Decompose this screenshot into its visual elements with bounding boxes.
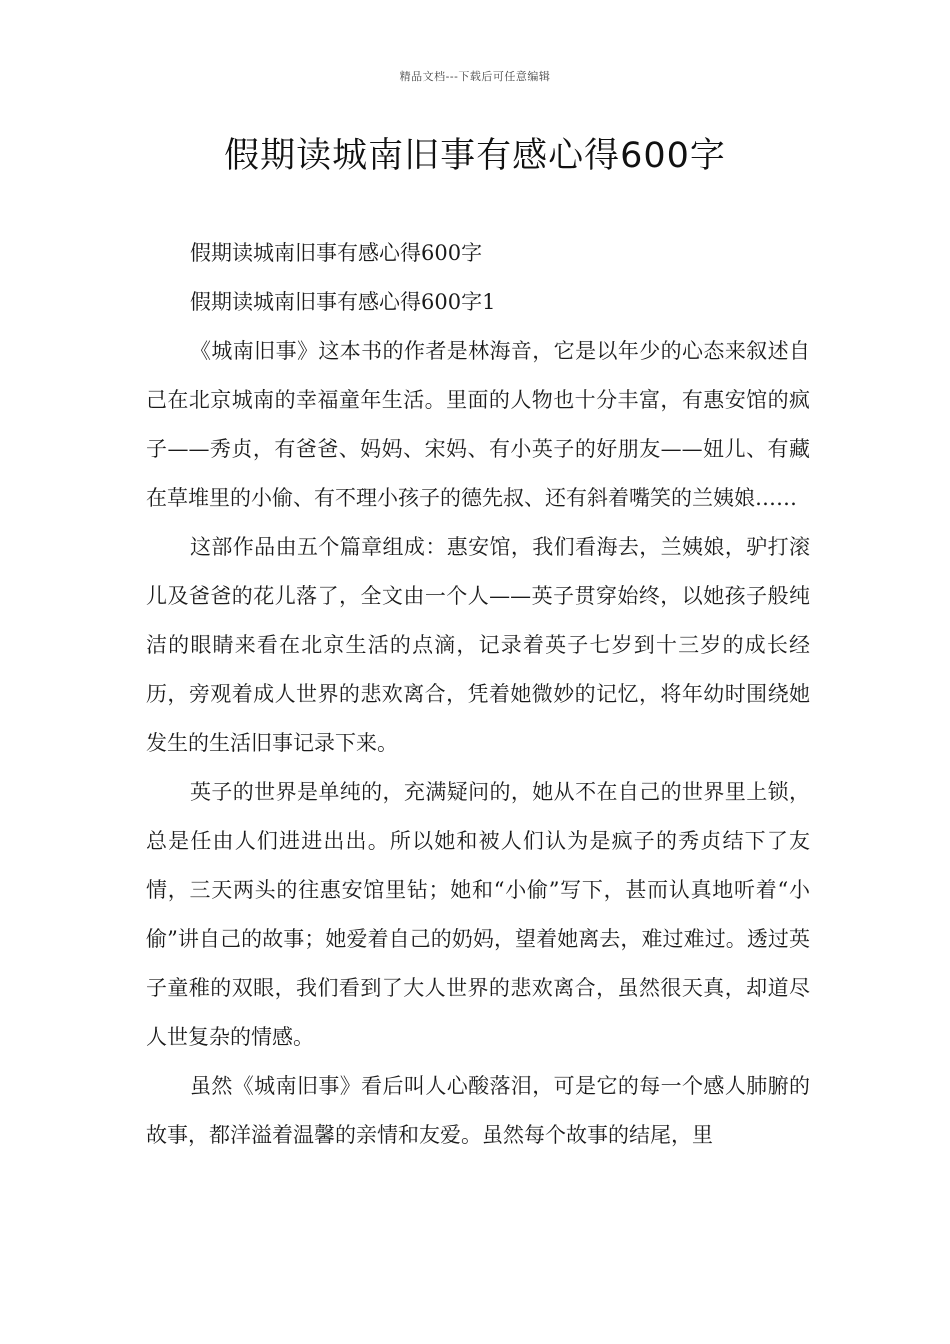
paragraph: 《城南旧事》这本书的作者是林海音，它是以年少的心态来叙述自己在北京城南的幸福童年生活。里面的人物也十分丰富，有惠安馆的疯子——秀贞，有爸爸、妈妈、宋妈、有小英子的好朋友——妞儿、有藏在草堆里的小偷、有不理小孩子的德先叔、还有斜着嘴笑的兰姨娘……	[146, 339, 810, 510]
paragraph: 这部作品由五个篇章组成：惠安馆，我们看海去，兰姨娘，驴打滚儿及爸爸的花儿落了，全文由一个人——英子贯穿始终，以她孩子般纯洁的眼睛来看在北京生活的点滴，记录着英子七岁到十三岁的成长经历，旁观着成人世界的悲欢离合，凭着她微妙的记忆，将年幼时围绕她发生的生活旧事记录下来。	[146, 535, 810, 755]
document-title: 假期读城南旧事有感心得600字	[224, 136, 726, 176]
paragraph: 假期读城南旧事有感心得600字1	[190, 290, 496, 314]
paragraph: 假期读城南旧事有感心得600字	[190, 241, 483, 265]
header-note: 精品文档---下载后可任意编辑	[399, 70, 551, 83]
paragraph: 英子的世界是单纯的，充满疑问的，她从不在自己的世界里上锁，总是任由人们进进出出。所以她和被人们认为是疯子的秀贞结下了友情，三天两头的往惠安馆里钻；她和“小偷”写下，甚而认真地听着“小偷”讲自己的故事；她爱着自己的奶妈，望着她离去，难过难过。透过英子童稚的双眼，我们看到了大人世界的悲欢离合，虽然很天真，却道尽人世复杂的情感。	[146, 780, 810, 1049]
document-body	[146, 229, 810, 1160]
paragraph: 虽然《城南旧事》看后叫人心酸落泪，可是它的每一个感人肺腑的故事，都洋溢着温馨的亲情和友爱。虽然每个故事的结尾，里	[146, 1074, 810, 1147]
